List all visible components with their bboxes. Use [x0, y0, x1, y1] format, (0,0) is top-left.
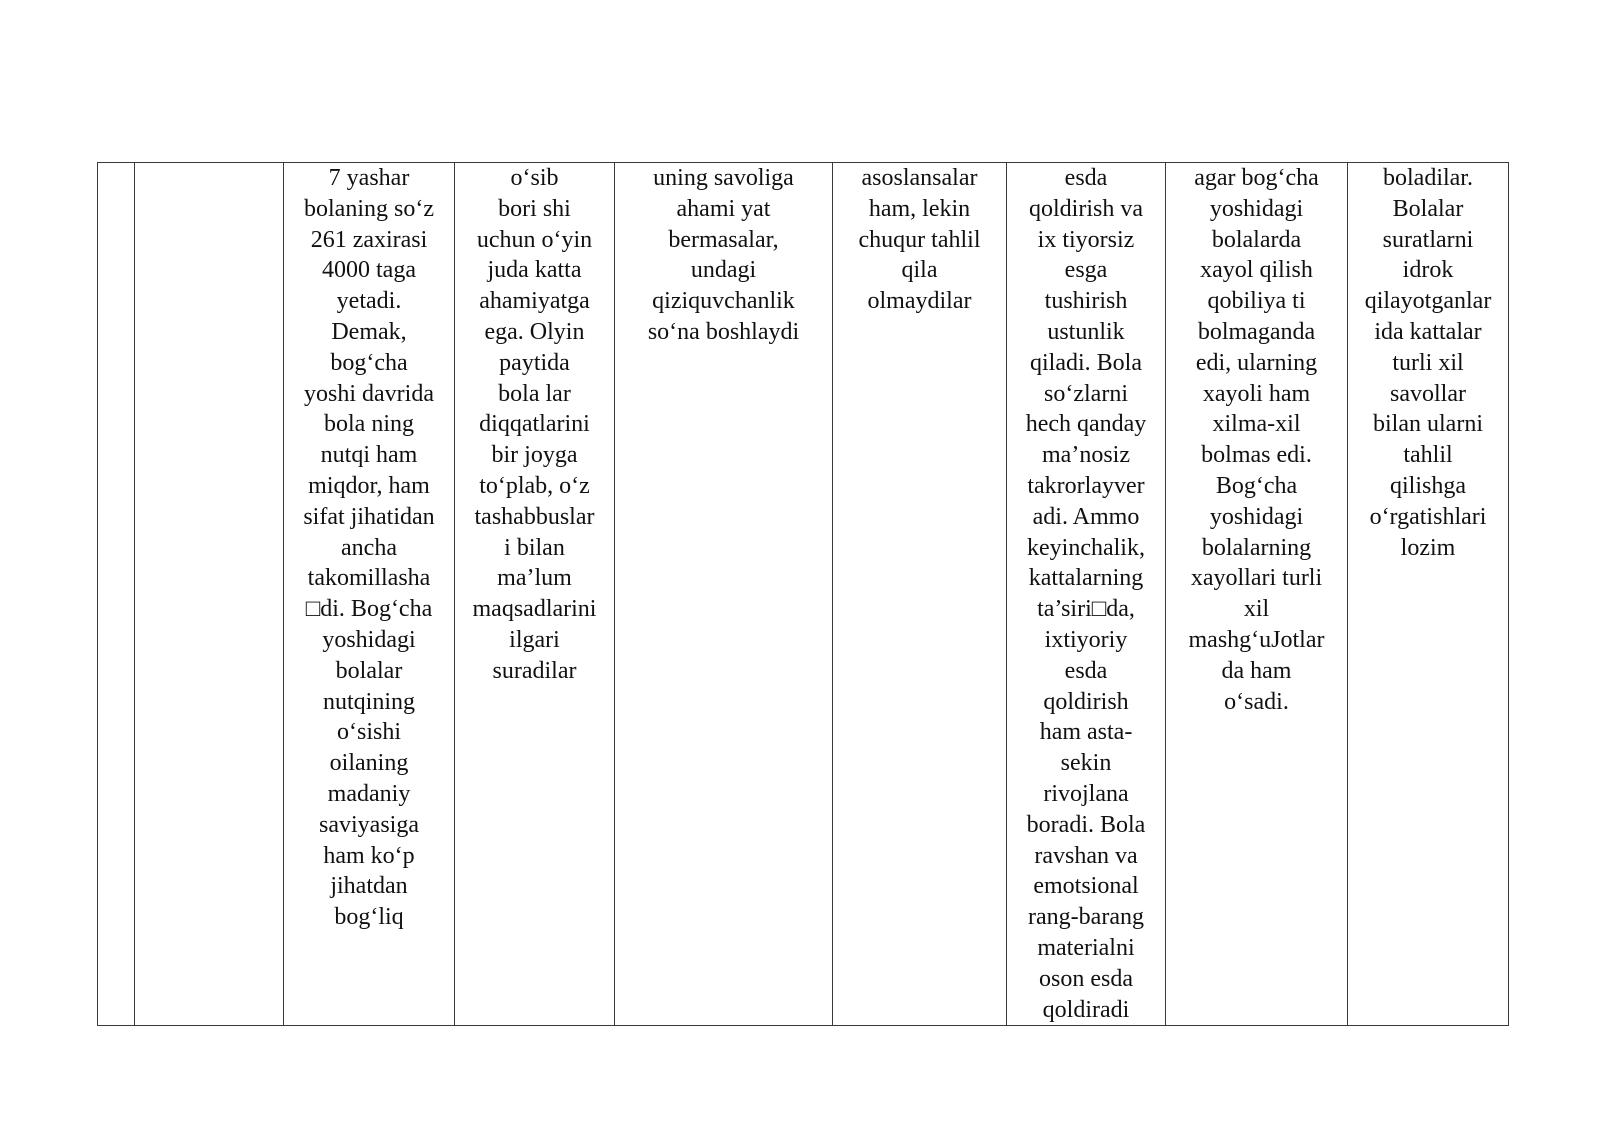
- table-cell-3: 7 yashar bolaning so‘z 261 zaxirasi 4000 taga yetadi. Demak, bog‘cha yoshi davrida bola ning nutqi ham miqdor, ham sifat jihatidan ancha takomillasha □di. Bog‘cha yoshidagi bolalar nutqining o‘sishi oilaning madaniy saviyasiga ham ko‘p jihatdan bog‘liq: [284, 163, 455, 1026]
- table-cell-6: asoslansalar ham, lekin chuqur tahlil qila olmaydilar: [833, 163, 1007, 1026]
- table-cell-1: [98, 163, 135, 1026]
- table-cell-5: uning savoliga ahami yat bermasalar, undagi qiziquvchanlik so‘na boshlaydi: [615, 163, 833, 1026]
- table-cell-7: esda qoldirish va ix tiyorsiz esga tushirish ustunlik qiladi. Bola so‘zlarni hech qanday ma’nosiz takrorlayver adi. Ammo keyinchalik, kattalarning ta’siri□da, ixtiyoriy esda qoldirish ham asta- sekin rivojlana boradi. Bola ravshan va emotsional rang-barang materialni oson esda qoldiradi: [1007, 163, 1166, 1026]
- table-cell-4: o‘sib bori shi uchun o‘yin juda katta ahamiyatga ega. Olyin paytida bola lar diqqatlarini bir joyga to‘plab, o‘z tashabbuslar i bilan ma’lum maqsadlarini ilgari suradilar: [455, 163, 615, 1026]
- table-cell-2: [135, 163, 284, 1026]
- table-cell-8: agar bog‘cha yoshidagi bolalarda xayol qilish qobiliya ti bolmaganda edi, ularning xayoli ham xilma-xil bolmas edi. Bog‘cha yoshidagi bolalarning xayollari turli xil mashg‘uJotlar da ham o‘sadi.: [1166, 163, 1348, 1026]
- content-table: [97, 162, 1509, 1026]
- table-row: [98, 163, 1509, 1026]
- table-cell-9: boladilar. Bolalar suratlarni idrok qilayotganlar ida kattalar turli xil savollar bilan ularni tahlil qilishga o‘rgatishlari lozim: [1348, 163, 1509, 1026]
